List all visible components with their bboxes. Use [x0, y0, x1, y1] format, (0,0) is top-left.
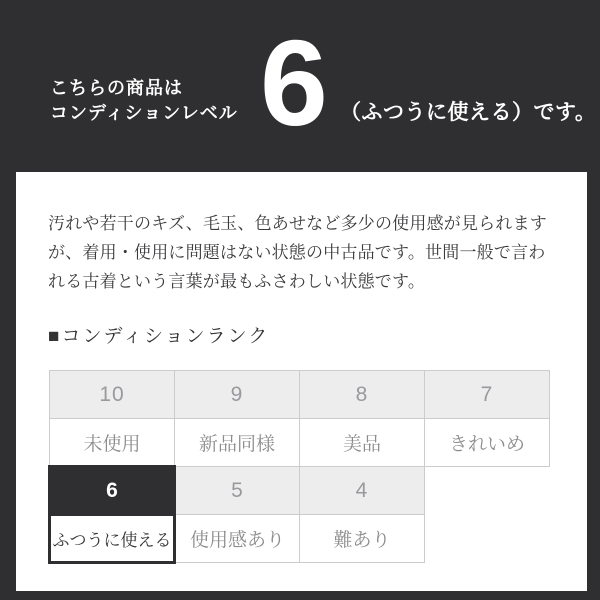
banner-intro: [50, 76, 238, 126]
banner-intro-line2: コンディションレベル: [50, 103, 238, 123]
current-rank-number-cell: 6: [50, 467, 175, 515]
rank-empty-cell: [425, 467, 550, 515]
banner-intro-line1: こちらの商品は: [50, 78, 183, 98]
condition-banner: [0, 0, 600, 172]
rank-5-number-cell: 5: [175, 467, 300, 515]
condition-panel: [16, 172, 587, 591]
rank-4-label-cell: 難あり: [300, 515, 425, 563]
rank-10-number-cell: 10: [50, 371, 175, 419]
rank-7-number-cell: 7: [425, 371, 550, 419]
rank-numbers-row-bottom: [50, 467, 550, 515]
condition-rank-table: [48, 370, 550, 564]
rank-8-label-cell: 美品: [300, 419, 425, 467]
current-rank-label-cell: ふつうに使える: [50, 515, 175, 563]
rank-10-label-cell: 未使用: [50, 419, 175, 467]
condition-description: 汚れや若干のキズ、毛玉、色あせなど多少の使用感が見られますが、着用・使用に問題はない状態の中古品です。世間一般で言われる古着という言葉が最もふさわしい状態です。: [48, 214, 547, 291]
rank-5-label-cell: 使用感あり: [175, 515, 300, 563]
rank-section-title: ■コンディションランク: [48, 326, 270, 347]
rank-7-label-cell: きれいめ: [425, 419, 550, 467]
rank-numbers-row-top: [50, 371, 550, 419]
condition-level-suffix: （ふつうに使える）です。: [340, 101, 597, 124]
condition-level-number: 6: [260, 15, 324, 151]
rank-labels-row-bottom: [50, 515, 550, 563]
rank-labels-row-top: [50, 419, 550, 467]
rank-9-label-cell: 新品同様: [175, 419, 300, 467]
rank-4-number-cell: 4: [300, 467, 425, 515]
rank-9-number-cell: 9: [175, 371, 300, 419]
rank-empty-cell: [425, 515, 550, 563]
rank-8-number-cell: 8: [300, 371, 425, 419]
